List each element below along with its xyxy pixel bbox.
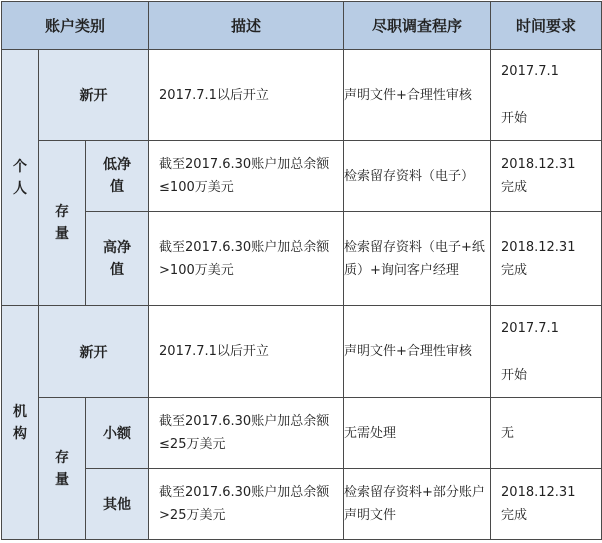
desc-individual-high: 截至2017.6.30账户加总余额>100万美元 [149,212,344,306]
subcategory-institution-existing: 存量 [39,398,86,540]
desc-individual-low: 截至2017.6.30账户加总余额≤100万美元 [149,141,344,212]
time-institution-other-date: 2018.12.31 [501,485,576,500]
time-individual-high-date: 2018.12.31 [501,239,576,255]
subcategory-individual-new: 新开 [39,50,149,141]
subcategory-institution-new: 新开 [39,306,149,398]
time-individual-low-date: 2018.12.31 [501,157,576,172]
table-row-institution-other [2,469,602,540]
header-row [2,2,602,50]
tier-institution-small: 小额 [86,398,149,469]
desc-institution-new: 2017.7.1以后开立 [149,306,344,398]
tier-institution-other: 其他 [86,469,149,540]
time-institution-other-status: 完成 [501,508,528,523]
procedure-institution-other: 检索留存资料+部分账户声明文件 [344,469,491,540]
time-institution-other [491,469,602,540]
desc-institution-other: 截至2017.6.30账户加总余额>25万美元 [149,469,344,540]
time-individual-new [491,50,602,141]
time-institution-small: 无 [491,398,602,469]
time-individual-low [491,141,602,212]
procedure-individual-high: 检索留存资料（电子+纸质）+询问客户经理 [344,212,491,306]
time-institution-new-status: 开始 [501,367,528,383]
procedure-institution-small: 无需处理 [344,398,491,469]
time-individual-high [491,212,602,306]
table-row-individual-low [2,141,602,212]
subcategory-individual-existing: 存量 [39,141,86,306]
table-row-individual-new [2,50,602,141]
table-row-individual-high [2,212,602,306]
procedure-individual-new: 声明文件+合理性审核 [344,50,491,141]
time-institution-new-date: 2017.7.1 [501,320,559,336]
due-diligence-table [1,1,602,540]
category-individual: 个人 [2,50,39,306]
procedure-institution-new: 声明文件+合理性审核 [344,306,491,398]
time-individual-high-status: 完成 [501,262,528,278]
table-row-institution-new [2,306,602,398]
procedure-individual-low: 检索留存资料（电子） [344,141,491,212]
header-time-requirement: 时间要求 [491,2,602,50]
time-institution-new [491,306,602,398]
desc-individual-new: 2017.7.1以后开立 [149,50,344,141]
header-description: 描述 [149,2,344,50]
desc-institution-small: 截至2017.6.30账户加总余额≤25万美元 [149,398,344,469]
header-account-category: 账户类别 [2,2,149,50]
time-individual-low-status: 完成 [501,180,528,195]
tier-individual-low: 低净值 [86,141,149,212]
time-individual-new-status: 开始 [501,111,528,126]
header-procedure: 尽职调查程序 [344,2,491,50]
category-institution: 机构 [2,306,39,540]
tier-individual-high: 高净值 [86,212,149,306]
time-individual-new-date: 2017.7.1 [501,64,559,79]
table-row-institution-small [2,398,602,469]
